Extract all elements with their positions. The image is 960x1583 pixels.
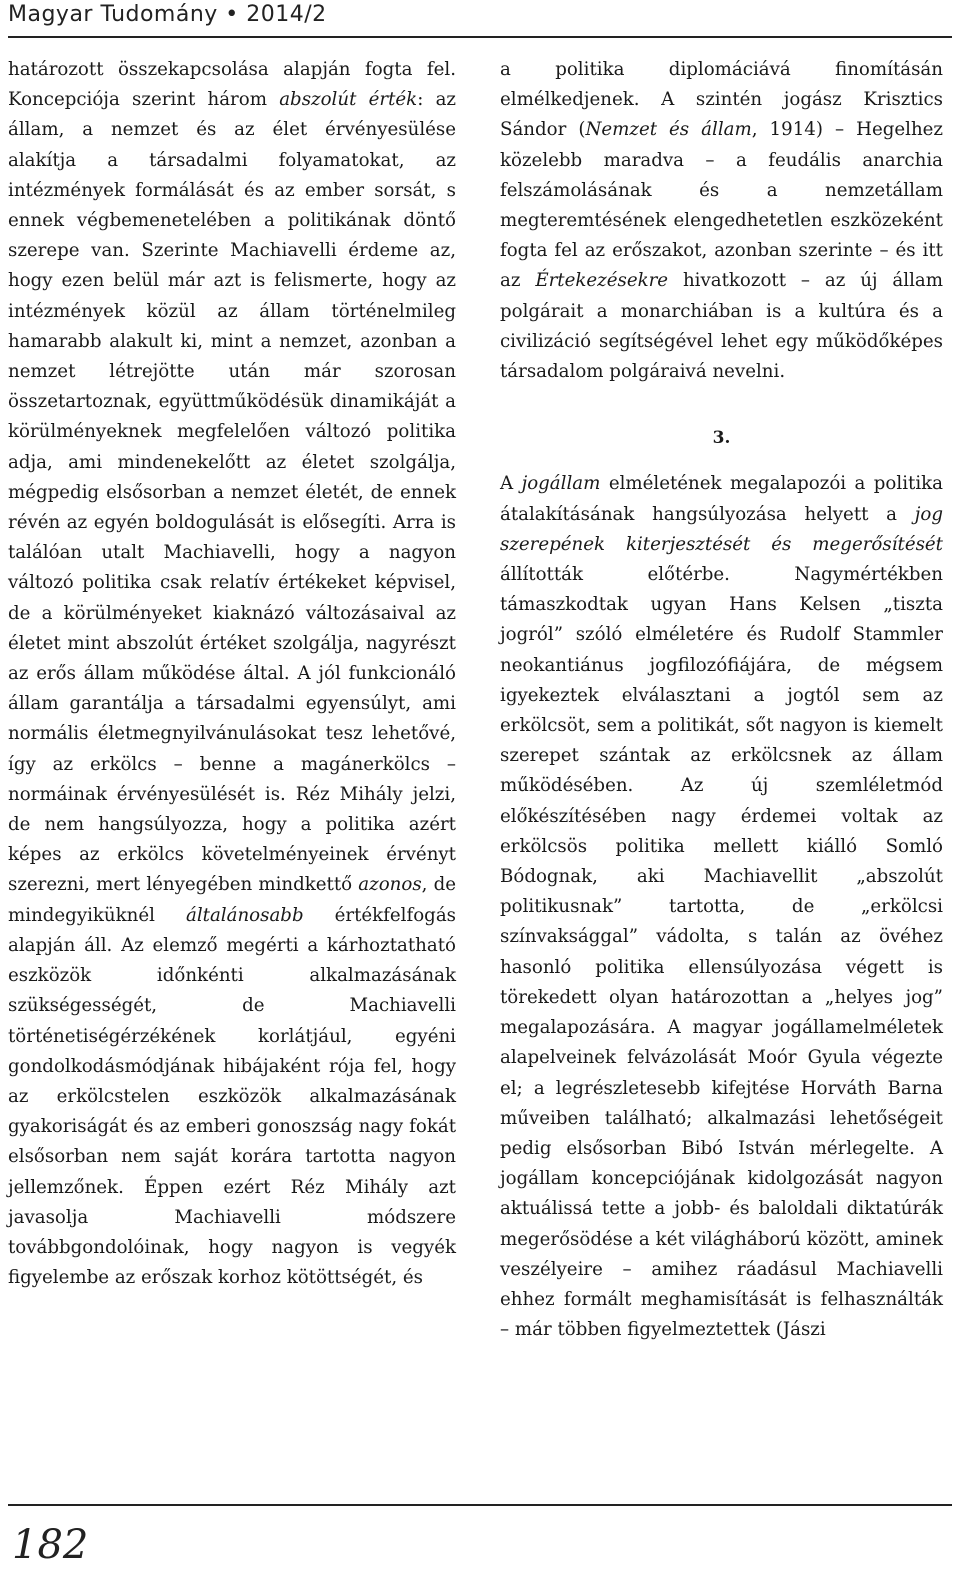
left-column — [8, 55, 456, 1293]
page-number: 182 — [12, 1522, 89, 1568]
text-run: , 1914) – Hegelhez közelebb maradva – a feudális anarchia felszámolásának és a nemzetállam megteremtésének elengedhetetlen eszközeként fogta fel az erőszakot, azonban szerinte – és itt az — [500, 119, 943, 292]
italic-run: jog szerepének kiterjesztését és megerősítését — [500, 503, 943, 555]
italic-run: abszolút érték — [279, 89, 418, 111]
text-run: elméletének megalapozói a politika átalakításának hangsúlyozása helyett a — [500, 473, 943, 525]
italic-run: jogállam — [521, 473, 601, 495]
running-head: Magyar Tudomány • 2014/2 — [8, 2, 327, 27]
text-run: állították előtérbe. Nagymértékben támaszkodtak ugyan Hans Kelsen „tiszta jogról” szóló elméletére és Rudolf Stammler neokantiánus jogfilozófiájára, de mégsem igyekeztek elválasztani a jogtól sem az erkölcsöt, sem a politikát, sőt nagyon is kiemelt szerepet szántak az erkölcsnek az állam működésében. Az új szemléletmód előkészítésében nagy érdemei voltak az erkölcsös politika mellett kiálló Somló Bódognak, aki Machiavellit „abszolút politikusnak” tartotta, de „erkölcsi színvaksággal” vádolta, s talán az övéhez hasonló politika ellensúlyozása végett is törekedett olyan határozottan a „helyes jog” megalapozására. A magyar jogállamelméletek alapelveinek felvázolását Moór Gyula végezte el; a legrészletesebb kifejtése Horváth Barna műveiben található; alkalmazási lehetőségeit pedig elsősorban Bibó István mérlegelte. A jogállam koncepciójának kidolgozását nagyon aktuálissá tette a jobb- és baloldali diktatúrák megerősödése a két világháború között, aminek veszélyeire – amihez ráadásul Machiavelli ehhez formált meghamisítását is felhasználták – már többen figyelmeztettek (Jászi — [500, 564, 943, 1341]
text-run: a politika diplomáciává finomításán elmélkedjenek. A szintén jogász Krisztics Sándor ( — [500, 59, 943, 141]
italic-run: általánosabb — [186, 904, 304, 926]
right-column — [500, 55, 943, 1345]
text-run: : az állam, a nemzet és az élet érvényesülése alakítja a társadalmi folyamatokat, az intézmények formálását és az ember sorsát, s ennek végbemenetelében a politikának döntő szerepe van. Szerinte Machiavelli érdeme az, hogy ezen belül már azt is felismerte, hogy az intézmények közül az állam történelmileg hamarabb alakult ki, mint a nemzet, azonban a nemzet létrejötte után már szorosan összetartoznak, együttműködésük dinamikáját a körülményeknek megfelelően változó politika adja, ami mindenekelőtt az életet szolgálja, mégpedig elsősorban a nemzet életét, de ennek révén az egyén boldogulását is elősegíti. Arra is találóan utalt Machiavelli, hogy a nagyon változó politika csak relatív értékeket képvisel, de a körülményeket kiaknázó változásaival az életet mint abszolút értéket szolgálja, nagyrészt az erős állam működése által. A jól funkcionáló állam garantálja a társadalmi egyensúlyt, ami normális életmegnyilvánulásokat tesz lehetővé, így az erkölcs – benne a magánerkölcs – normáinak érvényesülését is. Réz Mihály jelzi, de nem hangsúlyozza, hogy a politika azért képes az erkölcs követelményeinek érvényt szerezni, mert lényegében mindkettő — [8, 89, 457, 896]
italic-run: Nemzet és állam — [585, 119, 752, 141]
text-run: értékfelfogás alapján áll. Az elemző megérti a kárhoztatható eszközök időnkénti alkalmazásának szükségességét, de Machiavelli történetiségérzékének korlátjául, egyéni gondolkodásmódjának hibájaként rója fel, hogy az erkölcstelen eszközök alkalmazásának gyakoriságát és az emberi gonoszság nagy fokát elsősorban nem saját korára tartotta nagyon jellemzőnek. Éppen ezért Réz Mihály azt javasolja Machiavelli módszere továbbgondolóinak, hogy nagyon is vegyék figyelembe az erőszak korhoz kötöttségét, és — [8, 904, 456, 1289]
italic-run: Értekezésekre — [535, 270, 669, 292]
text-run: hivatkozott – az új állam polgárait a monarchiában is a kultúra és a civilizáció segítségével lehet egy működőképes társadalom polgáraivá nevelni. — [500, 270, 943, 383]
header-rule — [8, 36, 952, 38]
body-paragraph — [500, 469, 943, 1345]
footer-rule — [8, 1504, 952, 1506]
text-run: , de mindegyiküknél — [8, 874, 457, 926]
section-heading: 3. — [712, 428, 731, 449]
body-paragraph — [8, 55, 456, 1293]
text-run: határozott összekapcsolása alapján fogta fel. Koncepciója szerint három — [8, 59, 456, 111]
text-run: A — [500, 473, 522, 495]
body-paragraph — [500, 55, 943, 387]
italic-run: azonos — [358, 874, 422, 896]
